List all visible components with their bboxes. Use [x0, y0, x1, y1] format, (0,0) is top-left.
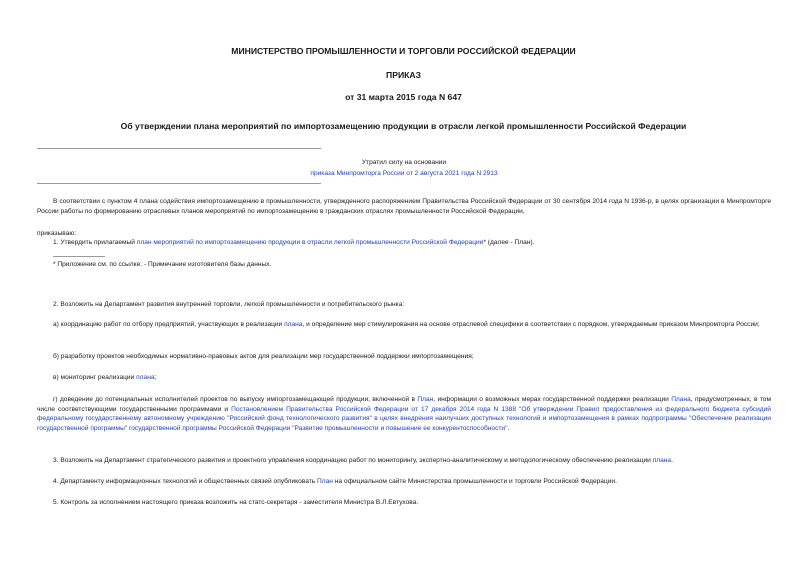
item-4-plan-link[interactable]: План	[317, 478, 333, 485]
item-1-suffix: * (далее - План).	[483, 239, 535, 246]
item-3-plan-link[interactable]: плана	[652, 457, 672, 464]
doc-title: Об утверждении плана мероприятий по импортозамещению продукции в отрасли легкой промышленности Российской Федерации	[120, 121, 687, 131]
item-2g-plan-link-2[interactable]: Плана	[671, 396, 691, 403]
divider-bottom	[37, 183, 321, 184]
expired-notice	[37, 157, 771, 179]
item-2v-suffix: ;	[154, 374, 157, 381]
item-2g-text: г) доведение до потенциальных исполнителей проектов по выпуску импортозамещающей продукции, включенной в	[53, 396, 418, 403]
item-2g-suffix: .	[507, 424, 510, 432]
item-2b-paragraph: б) разработку проектов необходимых нормативно-правовых актов для реализации мер государственной поддержки импортозамещения;	[53, 353, 474, 360]
item-2a-paragraph	[37, 320, 771, 330]
resolution-1388-link[interactable]: Постановлением Правительства Российской Федерации от 17 декабря 2014 года N 1388 "Об утверждении Правил предоставления из федерального бюджета субсидий федеральному государственному автономному учреждению "Российский фонд технологического развития" в целях внедрения наилучших доступных технологий и импортозамещения в рамках подпрограммы "Обеспечение реализации государственной программы" государственной программы Российской Федерации "Развитие промышленности и повышение ее конкурентоспособности"	[37, 405, 771, 432]
item-2v-text: в) мониторинг реализации	[53, 374, 137, 381]
item-2v-plan-link[interactable]: плана	[136, 374, 155, 381]
order-word: приказываю:	[37, 230, 77, 237]
item-4-text: 4. Департаменту информационных технологий и общественных связей опубликовать	[53, 478, 318, 485]
item-1-text: 1. Утвердить прилагаемый	[53, 239, 137, 246]
item-2a-plan-link[interactable]: плана	[284, 321, 303, 328]
item-2g-plan-link[interactable]: План	[417, 396, 434, 403]
item-5-paragraph: 5. Контроль за исполнением настоящего приказа возложить на статс-секретаря - заместителя Министра В.Л.Евтухова.	[53, 499, 419, 506]
item-2a-text: а) координацию работ по отбору предприятий, участвующих в реализации	[53, 321, 285, 328]
item-3-text: 3. Возложить на Департамент стратегического развития и проектного управления координацию работ по мониторингу, экспертно-аналитическому и методологическому обеспечению реализации	[53, 457, 653, 464]
item-4-paragraph	[37, 477, 771, 487]
ministry-heading: МИНИСТЕРСТВО ПРОМЫШЛЕННОСТИ И ТОРГОВЛИ РОССИЙСКОЙ ФЕДЕРАЦИИ	[231, 46, 576, 56]
item-2g-text-3: , предусмотренных, в том числе соответствующими государственными программами и	[37, 396, 771, 413]
intro-paragraph: В соответствии с пунктом 4 плана содействия импортозамещению в промышленности, утвержденного распоряжением Правительства Российской Федерации от 30 сентября 2014 года N 1936-р, в целях организации в Минпромторге России работы по формированию отраслевых планов мероприятий по импортозамещению в гражданских отраслях промышленности Российской Федерации,	[37, 198, 771, 215]
footnote-rule	[53, 256, 105, 257]
item-1-paragraph	[37, 238, 771, 248]
expired-order-link[interactable]: приказа Минпромторга России от 2 августа 2021 года N 2913	[310, 170, 498, 177]
plan-link[interactable]: план мероприятий по импортозамещению продукции в отрасли легкой промышленности Российской Федерации	[136, 239, 484, 246]
footnote: * Приложение см. по ссылке. - Примечание изготовителя базы данных.	[53, 261, 272, 268]
item-3-suffix: .	[671, 457, 673, 464]
item-3-paragraph	[37, 456, 771, 466]
item-4-suffix: на официальном сайте Министерства промышленности и торговли Российской Федерации.	[332, 478, 617, 485]
item-2a-suffix: , и определение мер стимулирования на основе отраслевой специфики в соответствии с порядком, утверждаемым приказом Минпромторга России;	[302, 321, 760, 328]
doc-type-heading: ПРИКАЗ	[386, 70, 421, 80]
item-2v-paragraph	[37, 373, 771, 383]
item-2g-text-2: , информации о возможных мерах государственной поддержки реализации	[433, 396, 672, 403]
doc-date-heading: от 31 марта 2015 года N 647	[345, 92, 462, 102]
divider-top	[37, 148, 321, 149]
item-2-paragraph: 2. Возложить на Департамент развития внутренней торговли, легкой промышленности и потребительского рынка:	[53, 301, 405, 308]
item-2g-paragraph	[37, 395, 771, 433]
expired-notice-text: Утратил силу на основании	[361, 159, 447, 166]
